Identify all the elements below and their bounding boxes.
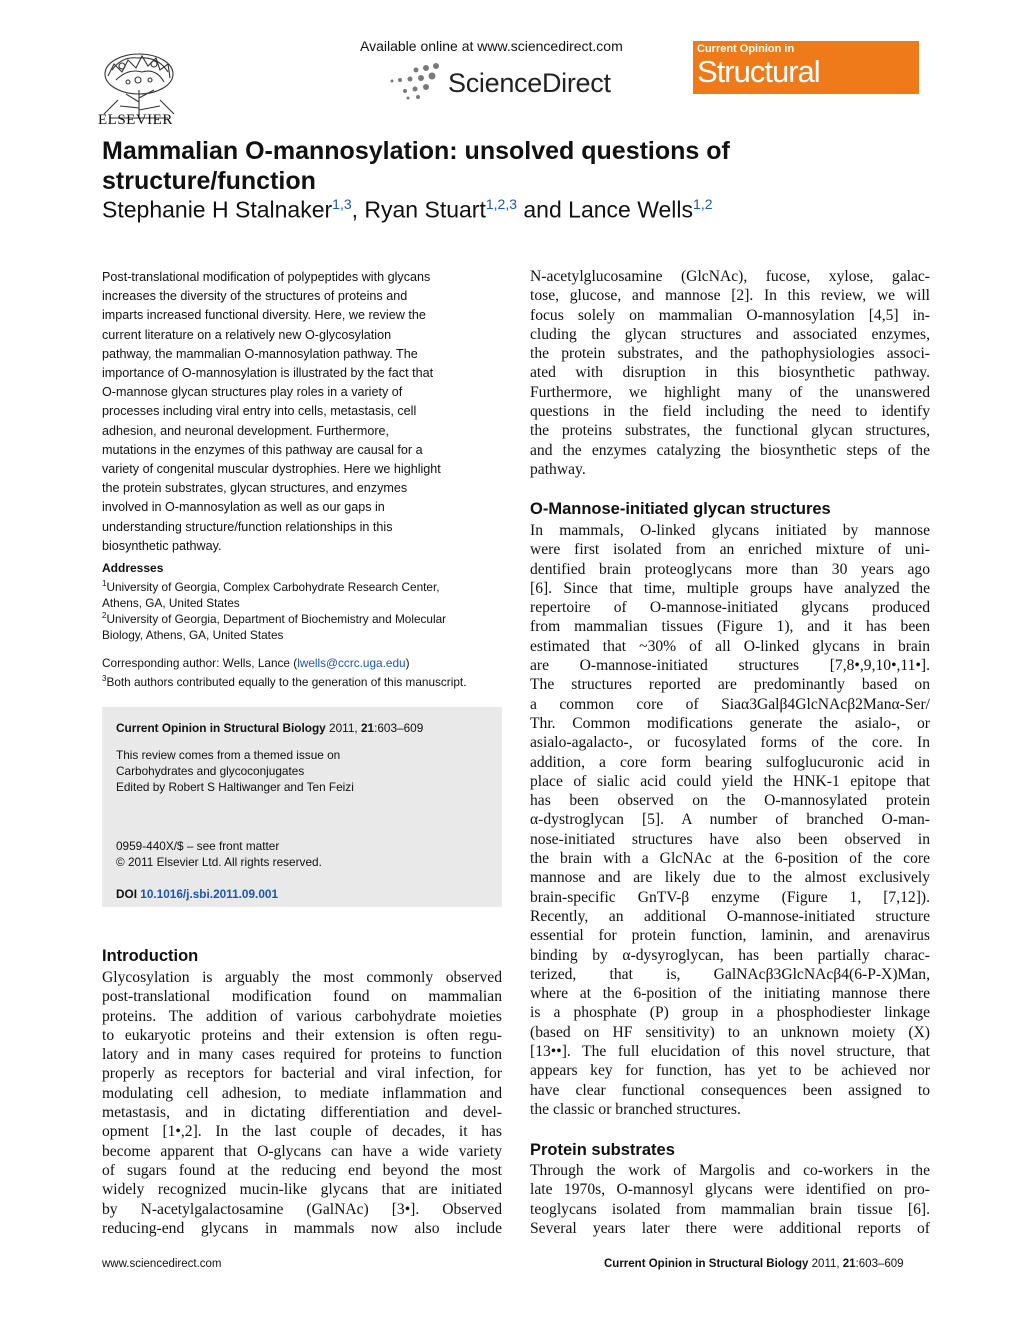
infobox-citation bbox=[116, 720, 423, 736]
section-protein-line: Several years later there were additional reports of bbox=[530, 1219, 930, 1237]
corresponding-email-link[interactable]: lwells@ccrc.uga.edu bbox=[297, 656, 406, 670]
abstract-line: pathway, the mammalian O-mannosylation pathway. The bbox=[102, 346, 418, 361]
intro-line: modulating cell adhesion, to mediate inflammation and bbox=[102, 1084, 502, 1102]
introduction-continued bbox=[530, 267, 930, 479]
doi-label: DOI bbox=[116, 887, 137, 901]
abstract-line: processes including viral entry into cells, metastasis, cell bbox=[102, 404, 417, 419]
infobox-year: 2011, bbox=[329, 721, 361, 735]
abstract bbox=[102, 268, 494, 556]
intro-line: become apparent that O-glycans can have a wide variety bbox=[102, 1142, 502, 1160]
intro-cont-line: the protein substrates, and the pathophysiologies associ- bbox=[530, 345, 930, 363]
equal-contribution-note bbox=[102, 671, 494, 690]
intro-line: to eukaryotic proteins and their extension is often regu- bbox=[102, 1026, 502, 1044]
intro-line: by N-acetylgalactosamine (GalNAc) [3•]. Observed bbox=[102, 1200, 502, 1218]
section-protein-line: late 1970s, O-mannosyl glycans were identified on pro- bbox=[530, 1181, 930, 1199]
section-omannose-line: The structures reported are predominantly based on bbox=[530, 676, 930, 694]
footer-journal: Current Opinion in Structural Biology bbox=[604, 1258, 809, 1270]
addresses-heading: Addresses bbox=[102, 561, 164, 575]
sciencedirect-dots-icon bbox=[388, 60, 444, 100]
section-omannose-line: Thr. Common modifications generate the asialo-, or bbox=[530, 714, 930, 732]
section-omannose-line: dentified brain proteoglycans more than 30 years ago bbox=[530, 560, 930, 578]
section-omannose-line: estimated that ~30% of all O-linked glycans in brain bbox=[530, 637, 930, 655]
section-omannose-line: [6]. Since that time, multiple groups have analyzed the bbox=[530, 579, 930, 597]
address-2-line1: University of Georgia, Department of Biochemistry and Molecular bbox=[106, 611, 447, 626]
intro-line: proteins. The addition of various carbohydrate moieties bbox=[102, 1007, 502, 1025]
introduction-body bbox=[102, 968, 502, 1238]
abstract-line: variety of congenital muscular dystrophies. Here we highlight bbox=[102, 462, 441, 477]
abstract-line: involved in O-mannosylation as well as our gaps in bbox=[102, 500, 385, 515]
abstract-line: understanding structure/function relationships in this bbox=[102, 519, 393, 534]
abstract-line: the protein substrates, glycan structures, and enzymes bbox=[102, 481, 408, 496]
section-protein-substrates-heading: Protein substrates bbox=[530, 1141, 675, 1159]
abstract-line: O-mannose glycan structures play roles in a variety of bbox=[102, 385, 403, 400]
abstract-line: imparts increased functional diversity. Here, we review the bbox=[102, 308, 426, 323]
abstract-line: biosynthetic pathway. bbox=[102, 538, 222, 553]
intro-line: opment [1•,2]. In the last couple of decades, it has bbox=[102, 1123, 502, 1141]
author-separator: and bbox=[517, 196, 569, 223]
intro-cont-line: focus solely on mammalian O-mannosylation [4,5] in- bbox=[530, 306, 930, 324]
section-omannose-line: appears key for function, has yet to be achieved nor bbox=[530, 1062, 930, 1080]
address-1-number: 1 bbox=[102, 579, 107, 588]
section-omannose-heading bbox=[530, 500, 831, 519]
section-omannose-line: repertoire of O-mannose-initiated glycans produced bbox=[530, 599, 930, 617]
intro-cont-line: and the enzymes catalyzing the biosynthetic steps of the bbox=[530, 441, 930, 459]
author-affiliation: 1,3 bbox=[332, 196, 352, 212]
abstract-line: importance of O-mannosylation is illustrated by the fact that bbox=[102, 366, 434, 381]
intro-line: latory and in many cases required for proteins to function bbox=[102, 1046, 502, 1064]
intro-line: properly as receptors for bacterial and viral infection, for bbox=[102, 1065, 502, 1083]
section-omannose-line: the brain with a GlcNAc at the 6-position of the core bbox=[530, 850, 930, 868]
intro-cont-line: the proteins substrates, the functional glycan structures, bbox=[530, 422, 930, 440]
section-omannose-line: Recently, an additional O-mannose-initiated structure bbox=[530, 907, 930, 925]
intro-cont-line: questions in the field including the need to identify bbox=[530, 403, 930, 421]
section-protein-line: teoglycans isolated from mammalian brain tissue [6]. bbox=[530, 1200, 930, 1218]
intro-line: metastasis, and in dictating differentiation and devel- bbox=[102, 1104, 502, 1122]
corresponding-author bbox=[102, 655, 494, 671]
infobox-journal: Current Opinion in Structural Biology bbox=[116, 721, 326, 735]
infobox-theme-line2: Carbohydrates and glycoconjugates bbox=[116, 764, 305, 778]
address-2-line2: Biology, Athens, GA, United States bbox=[102, 627, 284, 642]
intro-line: of sugars found at the reducing end beyond the most bbox=[102, 1161, 502, 1179]
note-number: 3 bbox=[102, 674, 107, 683]
address-1-line2: Athens, GA, United States bbox=[102, 595, 240, 610]
abstract-line: mutations in the enzymes of this pathway are causal for a bbox=[102, 442, 423, 457]
section-omannose-line: (based on HF sensitivity) to an unknown moiety (X) bbox=[530, 1023, 930, 1041]
section-omannose-line: In mammals, O-linked glycans initiated by mannose bbox=[530, 522, 930, 539]
infobox-copyright: © 2011 Elsevier Ltd. All rights reserved. bbox=[116, 855, 322, 869]
section-omannose-line: have clear functional consequences been assigned to bbox=[530, 1081, 930, 1099]
footer-volume: 21 bbox=[842, 1258, 856, 1270]
section-omannose-line: place of sialic acid could yield the HNK-1 epitope that bbox=[530, 772, 930, 790]
intro-cont-line: pathway. bbox=[530, 460, 586, 478]
intro-cont-line: Furthermore, we highlight many of the unanswered bbox=[530, 383, 930, 401]
infobox-volume: 21 bbox=[360, 721, 375, 735]
title-text: Mammalian O-mannosylation: unsolved questions of structure/function bbox=[102, 137, 730, 195]
section-omannose-line: are O-mannose-initiated structures [7,8•,9,10•,11•]. bbox=[530, 657, 930, 675]
footer-citation bbox=[604, 1258, 904, 1270]
section-omannose-line: mannose and are likely due to the almost exclusively bbox=[530, 869, 930, 887]
intro-line: Glycosylation is arguably the most commonly observed bbox=[102, 969, 502, 986]
abstract-line: Post-translational modification of polypeptides with glycans bbox=[102, 270, 431, 284]
section-omannose-line: [13••]. The full elucidation of this novel structure, that bbox=[530, 1043, 930, 1061]
section-omannose-line: where at the 6-position of the initiating mannose there bbox=[530, 985, 930, 1003]
corresponding-suffix: ) bbox=[405, 656, 410, 670]
section-omannose-line: asialo-agalacto-, or fucosylated forms of the core. In bbox=[530, 734, 930, 752]
intro-line: reducing-end glycans in mammals now also include bbox=[102, 1219, 502, 1237]
sciencedirect-wordmark: ScienceDirect bbox=[448, 68, 611, 98]
address-1 bbox=[102, 576, 494, 611]
section-omannose-line: nose-initiated structures have also been observed in bbox=[530, 830, 930, 848]
address-2-number: 2 bbox=[102, 611, 107, 620]
infobox-theme-line1: This review comes from a themed issue on bbox=[116, 748, 341, 762]
section-omannose-line: the classic or branched structures. bbox=[530, 1100, 741, 1118]
footer-year: 2011, bbox=[808, 1258, 843, 1270]
infobox-doi bbox=[116, 886, 278, 902]
abstract-line: adhesion, and neuronal development. Furthermore, bbox=[102, 423, 390, 438]
author-separator: , bbox=[351, 196, 365, 223]
address-2 bbox=[102, 608, 494, 643]
footer-pages: :603–609 bbox=[855, 1258, 904, 1270]
corresponding-prefix: Corresponding author: Wells, Lance ( bbox=[102, 656, 298, 670]
intro-line: widely recognized mucin-like glycans that are initiated bbox=[102, 1181, 502, 1199]
author-name: Lance Wells bbox=[568, 196, 694, 223]
author-list bbox=[102, 196, 713, 224]
intro-cont-line: tose, glucose, and mannose [2]. In this review, we will bbox=[530, 287, 930, 305]
section-omannose-line: has been observed on the O-mannosylated protein bbox=[530, 792, 930, 810]
section-omannose-line: binding by α-dysyroglycan, has been partially charac- bbox=[530, 946, 930, 964]
section-omannose-line: is a phosphate (P) group in a phosphodiester linkage bbox=[530, 1004, 930, 1022]
address-1-line1: University of Georgia, Complex Carbohydrate Research Center, bbox=[106, 579, 440, 594]
section-omannose-heading-text: O-Mannose-initiated glycan structures bbox=[530, 500, 831, 518]
publisher-name: ELSEVIER bbox=[98, 112, 173, 128]
infobox-issn: 0959-440X/$ – see front matter bbox=[116, 839, 280, 853]
section-omannose-line: brain-specific GnTV-β enzyme (Figure 1, [7,12]). bbox=[530, 888, 930, 906]
article-title bbox=[102, 136, 822, 196]
infobox-pages: :603–609 bbox=[374, 721, 424, 735]
infobox-editors: Edited by Robert S Haltiwanger and Ten Feizi bbox=[116, 780, 354, 794]
author-name: Ryan Stuart bbox=[364, 196, 486, 223]
journal-logo-big-text: Structural Biology bbox=[697, 54, 820, 123]
section-omannose-line: essential for protein function, laminin, and arenavirus bbox=[530, 927, 930, 945]
section-omannose-line: from mammalian tissues (Figure 1), and it has been bbox=[530, 618, 930, 636]
introduction-heading: Introduction bbox=[102, 947, 199, 965]
section-omannose-line: were first isolated from an enriched mixture of uni- bbox=[530, 541, 930, 559]
available-online-text: Available online at www.sciencedirect.com bbox=[360, 38, 623, 54]
article-info-box bbox=[102, 707, 502, 907]
intro-cont-line: ated with disruption in this biosynthetic pathway. bbox=[530, 364, 930, 382]
section-omannose-line: α-dystroglycan [5]. A number of branched O-man- bbox=[530, 811, 930, 829]
section-omannose-line: terized, that is, GalNAcβ3GlcNAcβ4(6-P-X)Man, bbox=[530, 965, 930, 983]
abstract-line: current literature on a relatively new O-glycosylation bbox=[102, 327, 392, 342]
author-name: Stephanie H Stalnaker bbox=[102, 196, 333, 223]
author-affiliation: 1,2 bbox=[693, 196, 713, 212]
abstract-line: increases the diversity of the structures of proteins and bbox=[102, 289, 408, 304]
journal-logo-small-text: Current Opinion in bbox=[697, 43, 795, 55]
footer-website: www.sciencedirect.com bbox=[102, 1258, 222, 1270]
intro-cont-line: N-acetylglucosamine (GlcNAc), fucose, xylose, galac- bbox=[530, 268, 930, 285]
section-omannose-body bbox=[530, 521, 930, 1119]
doi-link[interactable]: 10.1016/j.sbi.2011.09.001 bbox=[140, 887, 279, 901]
intro-cont-line: cluding the glycan structures and associated enzymes, bbox=[530, 325, 930, 343]
intro-line: post-translational modification found on mammalian bbox=[102, 988, 502, 1006]
section-protein-substrates-body bbox=[530, 1161, 930, 1238]
note-text: Both authors contributed equally to the generation of this manuscript. bbox=[106, 674, 467, 689]
section-protein-line: Through the work of Margolis and co-workers in the bbox=[530, 1162, 930, 1179]
author-affiliation: 1,2,3 bbox=[485, 196, 517, 212]
journal-logo bbox=[693, 41, 919, 123]
section-omannose-line: addition, a core form bearing sulfoglucuronic acid in bbox=[530, 753, 930, 771]
section-omannose-line: a common core of Siaα3Galβ4GlcNAcβ2Manα-Ser/ bbox=[530, 695, 930, 713]
